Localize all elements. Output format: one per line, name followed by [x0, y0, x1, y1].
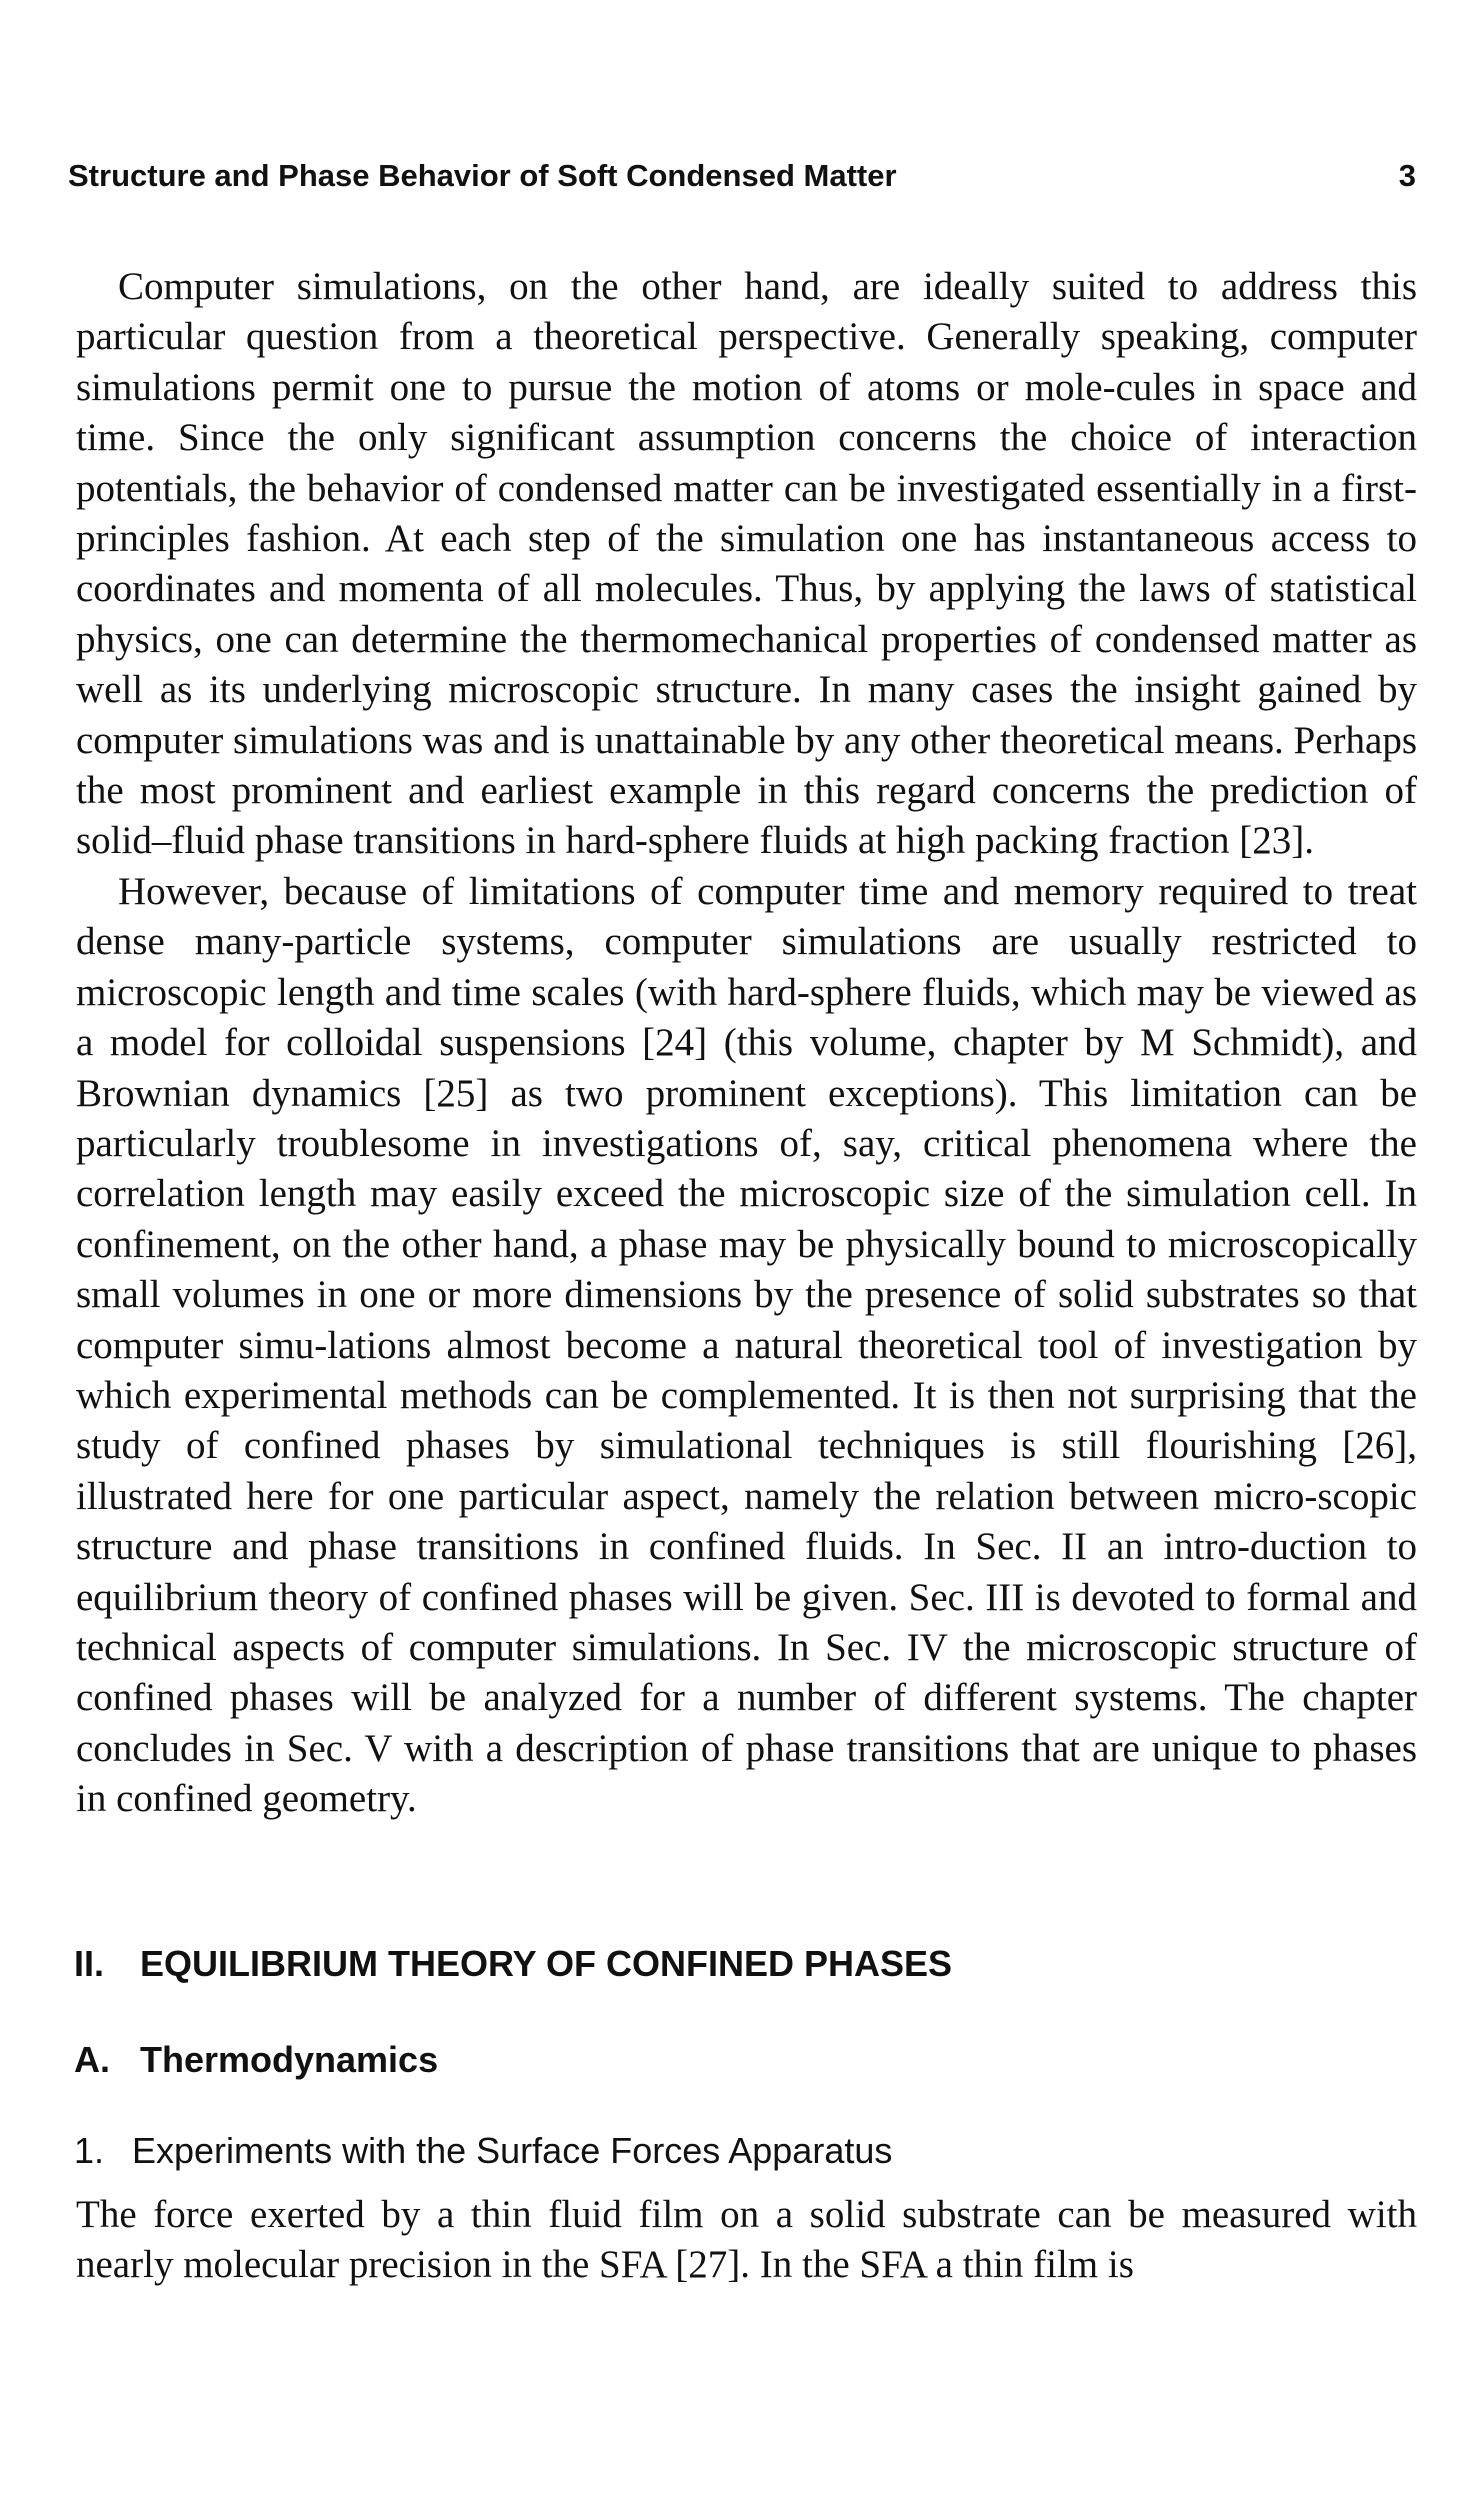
subsection-number: A. [74, 2039, 110, 2080]
paragraph-2: However, because of limitations of computer time and memory required to treat dense many-particle systems, computer simulations are usually restricted to microscopic length and time scales (with hard-sphere fluids, which may be viewed as a model for colloidal suspensions [24] (this volume, chapter by M Schmidt), and Brownian dynamics [25] as two prominent exceptions). This limitation can be particularly troublesome in investigations of, say, critical phenomena where the correlation length may easily exceed the microscopic size of the simulation cell. In confinement, on the other hand, a phase may be physically bound to microscopically small volumes in one or more dimensions by the presence of solid substrates so that computer simu-lations almost become a natural theoretical tool of investigation by which experimental methods can be complemented. It is then not surprising that the study of confined phases by simulational techniques is still flourishing [26], illustrated here for one particular aspect, namely the relation between micro-scopic structure and phase transitions in confined fluids. In Sec. II an intro-duction to equilibrium theory of confined phases will be given. Sec. III is devoted to formal and technical aspects of computer simulations. In Sec. IV the microscopic structure of confined phases will be analyzed for a number of different systems. The chapter concludes in Sec. V with a description of phase transitions that are unique to phases in confined geometry. [76, 869, 1417, 1821]
body-text [76, 262, 1417, 1825]
section-number: II. [74, 1943, 105, 1984]
subsubsection-heading [74, 2127, 892, 2175]
subsubsection-title: Experiments with the Surface Forces Apparatus [132, 2130, 893, 2171]
section-heading [74, 1940, 952, 1988]
page-number: 3 [1398, 158, 1416, 193]
subsection-title: Thermodynamics [140, 2039, 439, 2080]
paragraph-3: The force exerted by a thin fluid film on a solid substrate can be measured with nearly molecular precision in the SFA [27]. In the SFA a thin film is [76, 2193, 1417, 2287]
subsubsection-number: 1. [74, 2130, 105, 2171]
paragraph-1: Computer simulations, on the other hand, are ideally suited to address this particular question from a theoretical perspective. Generally speaking, computer simulations permit one to pursue the motion of atoms or mole-cules in space and time. Since the only significant assumption concerns the choice of interaction potentials, the behavior of condensed matter can be investigated essentially in a first-principles fashion. At each step of the simulation one has instantaneous access to coordinates and momenta of all molecules. Thus, by applying the laws of statistical physics, one can determine the thermomechanical properties of condensed matter as well as its underlying microscopic structure. In many cases the insight gained by computer simulations was and is unattainable by any other theoretical means. Perhaps the most prominent and earliest example in this regard concerns the prediction of solid–fluid phase transitions in hard-sphere fluids at high packing fraction [23]. [76, 265, 1417, 863]
running-header [68, 155, 1416, 197]
section-title: EQUILIBRIUM THEORY OF CONFINED PHASES [140, 1943, 953, 1984]
running-title: Structure and Phase Behavior of Soft Condensed Matter [68, 158, 897, 193]
subsection-heading [74, 2036, 438, 2084]
